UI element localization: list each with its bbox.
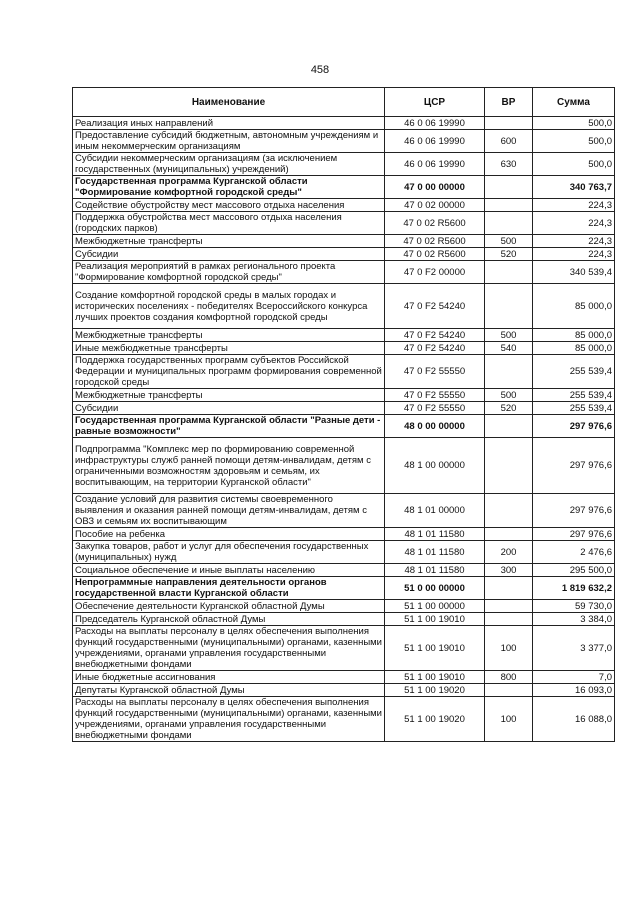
cell-name: Создание комфортной городской среды в малых городах и исторических поселениях - победителях Всероссийского конкурса лучших проектов создания комфортной городской среды (73, 284, 385, 329)
table-row (73, 248, 615, 261)
cell-sum: 224,3 (533, 212, 615, 235)
table-row (73, 684, 615, 697)
cell-name: Социальное обеспечение и иные выплаты населению (73, 564, 385, 577)
cell-csr: 47 0 00 00000 (385, 176, 485, 199)
cell-csr: 51 0 00 00000 (385, 577, 485, 600)
table-row (73, 600, 615, 613)
table-row (73, 130, 615, 153)
cell-name: Содействие обустройству мест массового отдыха населения (73, 199, 385, 212)
table-row (73, 415, 615, 438)
cell-csr: 51 1 00 19020 (385, 697, 485, 742)
table-row (73, 176, 615, 199)
cell-name: Депутаты Курганской областной Думы (73, 684, 385, 697)
cell-sum: 2 476,6 (533, 541, 615, 564)
table-row (73, 199, 615, 212)
cell-sum: 295 500,0 (533, 564, 615, 577)
cell-sum: 297 976,6 (533, 494, 615, 528)
cell-name: Межбюджетные трансферты (73, 389, 385, 402)
header-sum: Сумма (533, 88, 615, 117)
cell-csr: 48 1 01 11580 (385, 528, 485, 541)
cell-sum: 255 539,4 (533, 355, 615, 389)
cell-vr (485, 577, 533, 600)
table-row (73, 329, 615, 342)
cell-name: Председатель Курганской областной Думы (73, 613, 385, 626)
cell-name: Создание условий для развития системы своевременного выявления и оказания ранней помощи детям-инвалидам, детям с ОВЗ и семьям их воспитывающим (73, 494, 385, 528)
cell-vr (485, 212, 533, 235)
cell-name: Поддержка государственных программ субъектов Российской Федерации и муниципальных программ формирования современной городской среды (73, 355, 385, 389)
cell-csr: 47 0 02 R5600 (385, 248, 485, 261)
cell-sum: 255 539,4 (533, 402, 615, 415)
cell-vr: 520 (485, 248, 533, 261)
table-row (73, 389, 615, 402)
cell-name: Расходы на выплаты персоналу в целях обеспечения выполнения функций государственными (муниципальными) органами, казенными учреждениями, органами управления государственными внебюджетными фондами (73, 626, 385, 671)
cell-sum: 297 976,6 (533, 415, 615, 438)
cell-csr: 51 1 00 19020 (385, 684, 485, 697)
header-vr: ВР (485, 88, 533, 117)
cell-name: Иные межбюджетные трансферты (73, 342, 385, 355)
cell-sum: 340 539,4 (533, 261, 615, 284)
cell-name: Подпрограмма "Комплекс мер по формированию современной инфраструктуры служб ранней помощи детям-инвалидам, детям с ограниченными возможностям здоровьям и семьям, их воспитывающим, на территории Курганской области" (73, 438, 385, 494)
cell-csr: 46 0 06 19990 (385, 117, 485, 130)
cell-csr: 47 0 02 R5600 (385, 212, 485, 235)
header-csr: ЦСР (385, 88, 485, 117)
cell-sum: 224,3 (533, 248, 615, 261)
table-row (73, 541, 615, 564)
cell-sum: 297 976,6 (533, 438, 615, 494)
table-row (73, 117, 615, 130)
cell-vr (485, 117, 533, 130)
cell-csr: 46 0 06 19990 (385, 130, 485, 153)
cell-csr: 48 1 01 11580 (385, 564, 485, 577)
cell-csr: 47 0 F2 55550 (385, 389, 485, 402)
table-row (73, 613, 615, 626)
cell-vr: 630 (485, 153, 533, 176)
cell-name: Межбюджетные трансферты (73, 329, 385, 342)
cell-csr: 51 1 00 19010 (385, 613, 485, 626)
cell-vr: 100 (485, 626, 533, 671)
cell-vr: 540 (485, 342, 533, 355)
cell-csr: 51 1 00 19010 (385, 671, 485, 684)
cell-sum: 500,0 (533, 130, 615, 153)
cell-csr: 46 0 06 19990 (385, 153, 485, 176)
cell-vr (485, 355, 533, 389)
cell-vr (485, 613, 533, 626)
table-row (73, 212, 615, 235)
cell-sum: 500,0 (533, 153, 615, 176)
cell-sum: 3 377,0 (533, 626, 615, 671)
cell-vr (485, 284, 533, 329)
cell-sum: 7,0 (533, 671, 615, 684)
cell-sum: 85 000,0 (533, 284, 615, 329)
cell-csr: 47 0 F2 54240 (385, 284, 485, 329)
cell-name: Реализация мероприятий в рамках регионального проекта "Формирование комфортной городской среды" (73, 261, 385, 284)
cell-vr (485, 261, 533, 284)
cell-sum: 3 384,0 (533, 613, 615, 626)
cell-vr (485, 494, 533, 528)
cell-sum: 85 000,0 (533, 329, 615, 342)
cell-vr: 600 (485, 130, 533, 153)
table-row (73, 671, 615, 684)
cell-csr: 47 0 F2 00000 (385, 261, 485, 284)
cell-sum: 85 000,0 (533, 342, 615, 355)
cell-vr (485, 415, 533, 438)
cell-name: Предоставление субсидий бюджетным, автономным учреждениям и иным некоммерческим организациям (73, 130, 385, 153)
table-header-row (73, 88, 615, 117)
cell-csr: 47 0 02 R5600 (385, 235, 485, 248)
cell-name: Поддержка обустройства мест массового отдыха населения (городских парков) (73, 212, 385, 235)
header-name: Наименование (73, 88, 385, 117)
page-number: 458 (310, 64, 330, 76)
cell-sum: 500,0 (533, 117, 615, 130)
cell-sum: 59 730,0 (533, 600, 615, 613)
table-row (73, 564, 615, 577)
cell-csr: 51 1 00 00000 (385, 600, 485, 613)
cell-name: Субсидии (73, 402, 385, 415)
table-row (73, 235, 615, 248)
cell-sum: 297 976,6 (533, 528, 615, 541)
cell-name: Обеспечение деятельности Курганской областной Думы (73, 600, 385, 613)
table-row (73, 153, 615, 176)
cell-vr: 800 (485, 671, 533, 684)
table-row (73, 626, 615, 671)
cell-sum: 16 093,0 (533, 684, 615, 697)
cell-csr: 48 1 01 00000 (385, 494, 485, 528)
cell-name: Межбюджетные трансферты (73, 235, 385, 248)
cell-sum: 1 819 632,2 (533, 577, 615, 600)
cell-name: Закупка товаров, работ и услуг для обеспечения государственных (муниципальных) нужд (73, 541, 385, 564)
cell-vr: 520 (485, 402, 533, 415)
cell-sum: 16 088,0 (533, 697, 615, 742)
cell-csr: 48 1 00 00000 (385, 438, 485, 494)
cell-csr: 47 0 F2 54240 (385, 342, 485, 355)
cell-vr: 300 (485, 564, 533, 577)
table-row (73, 577, 615, 600)
cell-vr (485, 684, 533, 697)
cell-name: Иные бюджетные ассигнования (73, 671, 385, 684)
table-row (73, 697, 615, 742)
cell-name: Субсидии (73, 248, 385, 261)
cell-vr (485, 438, 533, 494)
cell-csr: 51 1 00 19010 (385, 626, 485, 671)
table-row (73, 355, 615, 389)
cell-name: Пособие на ребенка (73, 528, 385, 541)
table-row (73, 342, 615, 355)
cell-csr: 47 0 02 00000 (385, 199, 485, 212)
cell-vr (485, 176, 533, 199)
cell-vr: 500 (485, 235, 533, 248)
table-body (73, 117, 615, 742)
cell-csr: 47 0 F2 55550 (385, 355, 485, 389)
table-row (73, 494, 615, 528)
cell-name: Расходы на выплаты персоналу в целях обеспечения выполнения функций государственными (муниципальными) органами, казенными учреждениями, органами управления государственными внебюджетными фондами (73, 697, 385, 742)
budget-table (72, 87, 615, 742)
table-row (73, 261, 615, 284)
cell-name: Реализация иных направлений (73, 117, 385, 130)
table-row (73, 284, 615, 329)
cell-vr: 500 (485, 389, 533, 402)
cell-vr: 100 (485, 697, 533, 742)
cell-name: Государственная программа Курганской области "Формирование комфортной городской среды" (73, 176, 385, 199)
table-row (73, 402, 615, 415)
cell-csr: 48 1 01 11580 (385, 541, 485, 564)
cell-csr: 47 0 F2 54240 (385, 329, 485, 342)
cell-name: Государственная программа Курганской области "Разные дети - равные возможности" (73, 415, 385, 438)
cell-vr (485, 600, 533, 613)
table-row (73, 528, 615, 541)
cell-vr: 200 (485, 541, 533, 564)
cell-sum: 224,3 (533, 235, 615, 248)
cell-name: Непрограммные направления деятельности органов государственной власти Курганской области (73, 577, 385, 600)
cell-vr: 500 (485, 329, 533, 342)
cell-sum: 255 539,4 (533, 389, 615, 402)
table-row (73, 438, 615, 494)
cell-vr (485, 528, 533, 541)
cell-csr: 47 0 F2 55550 (385, 402, 485, 415)
cell-sum: 340 763,7 (533, 176, 615, 199)
cell-csr: 48 0 00 00000 (385, 415, 485, 438)
cell-name: Субсидии некоммерческим организациям (за исключением государственных (муниципальных) учреждений) (73, 153, 385, 176)
cell-sum: 224,3 (533, 199, 615, 212)
cell-vr (485, 199, 533, 212)
